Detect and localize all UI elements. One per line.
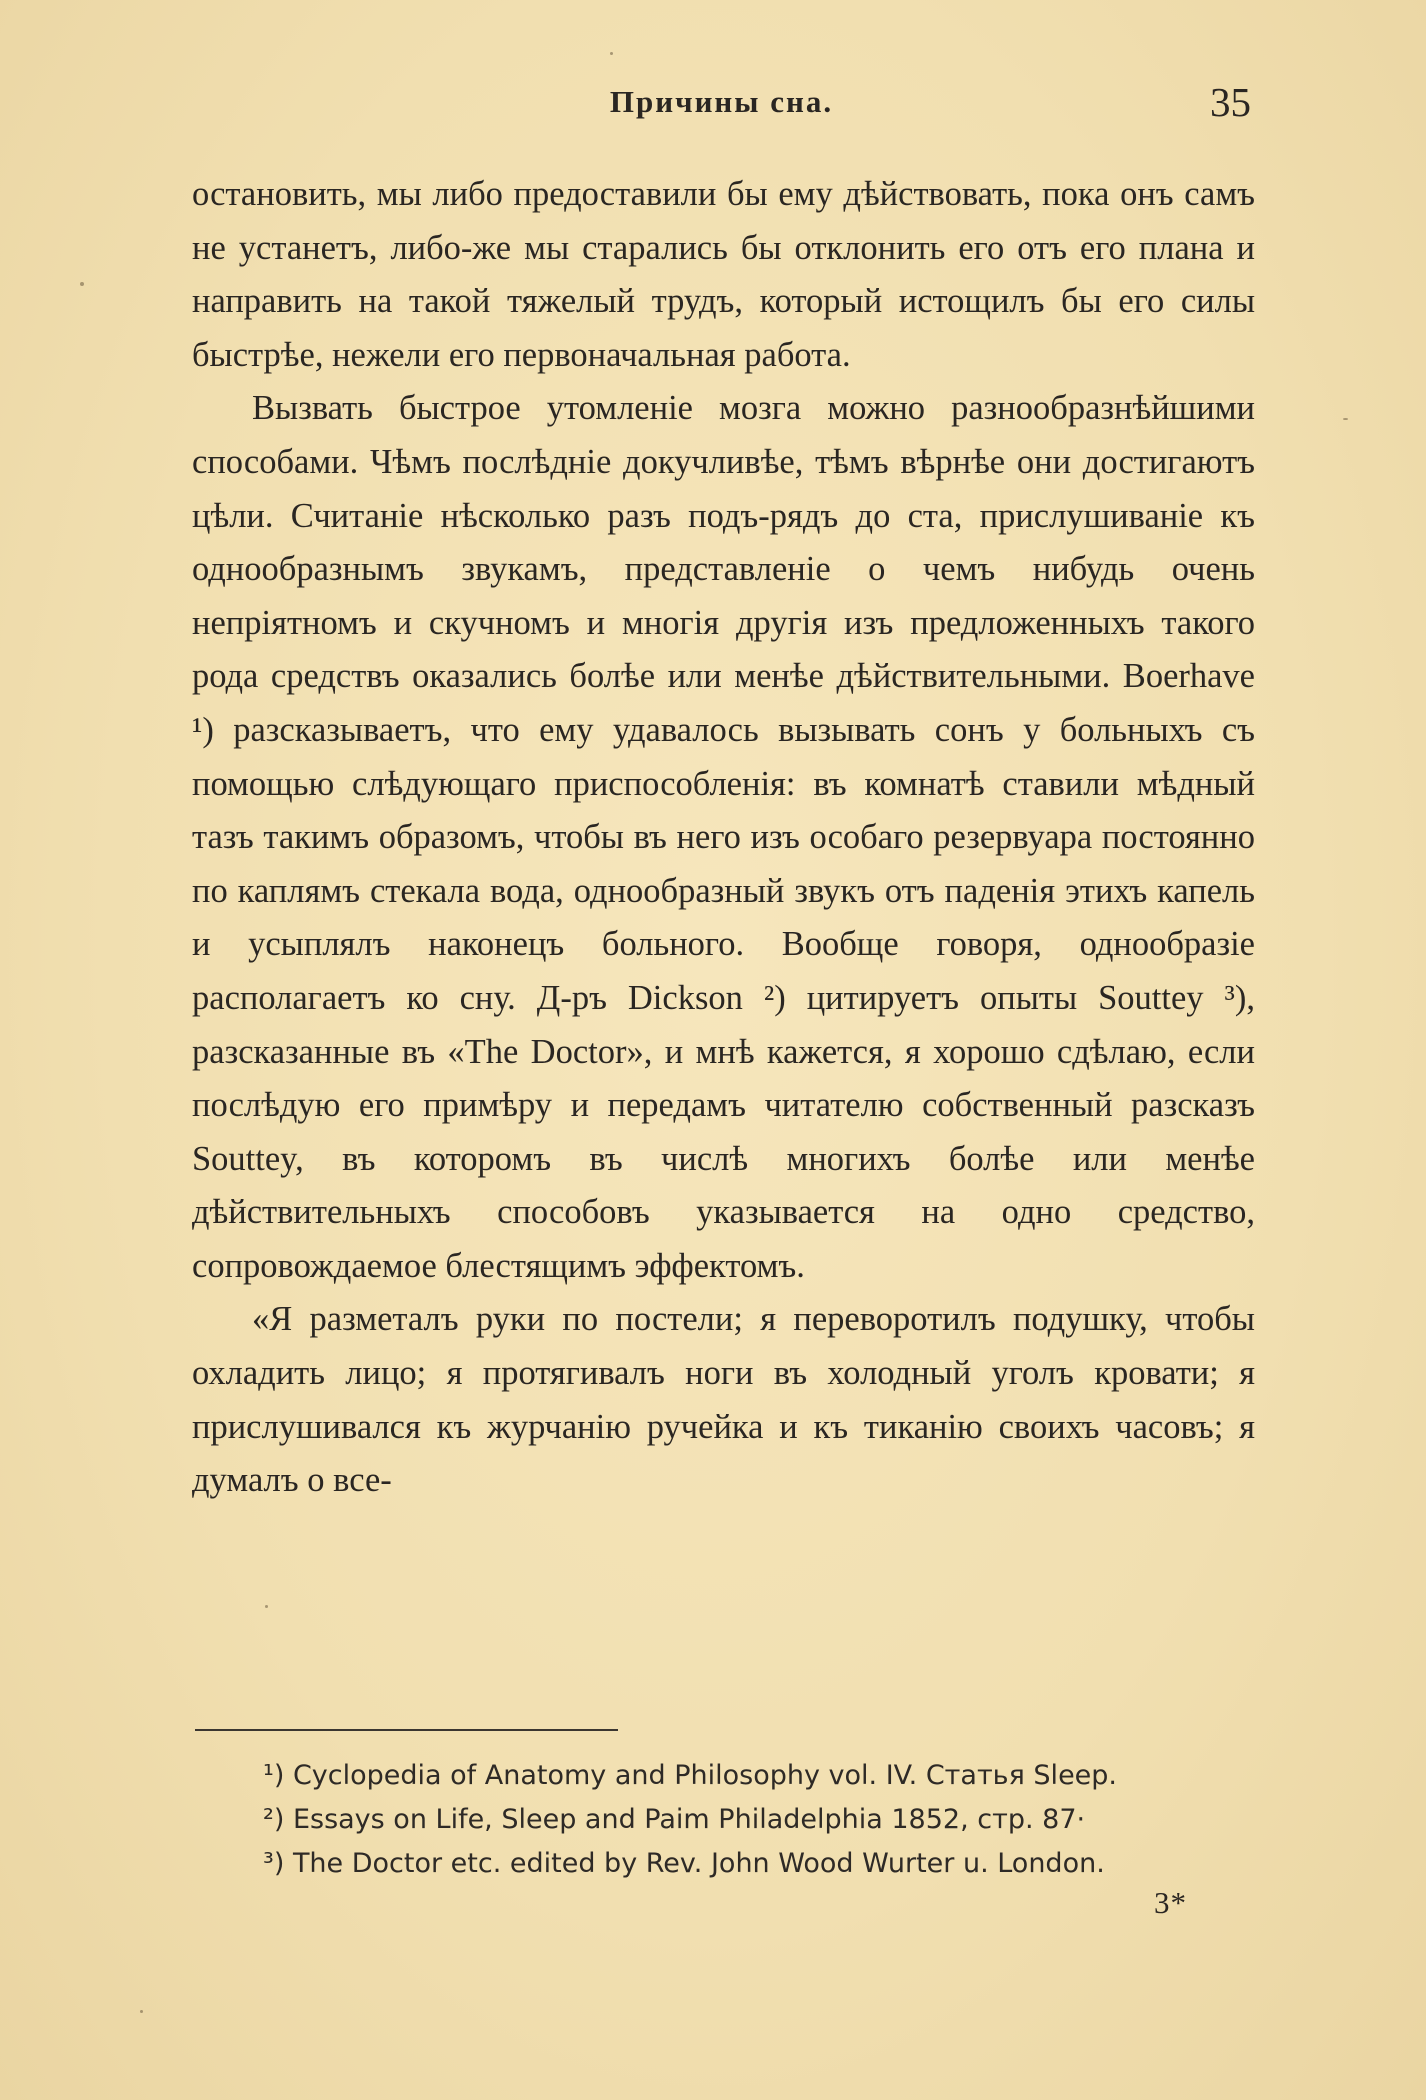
- footnote-divider: [195, 1729, 618, 1731]
- footnote: ²) Essays on Life, Sleep and Paim Philadelphia 1852, стр. 87·: [263, 1804, 1086, 1835]
- paper-speck: [140, 2010, 143, 2013]
- footnotes: [263, 1754, 1263, 1886]
- paper-speck: [610, 52, 613, 55]
- paper-speck: [265, 1605, 268, 1608]
- paragraph: «Я разметалъ руки по постели; я переворотилъ подушку, чтобы охладить лицо; я протягивалъ ноги въ холодный уголъ кровати; я прислушивался къ журчанію ручейка и къ тиканію своихъ часовъ; я думалъ о все-: [192, 1300, 1255, 1500]
- body-text: [192, 168, 1255, 1508]
- paper-speck: [1343, 418, 1348, 420]
- footnote: ¹) Cyclopedia of Anatomy and Philosophy vol. IV. Статья Sleep.: [263, 1760, 1118, 1791]
- footnote: ³) The Doctor etc. edited by Rev. John Wood Wurter u. London.: [263, 1848, 1105, 1879]
- paragraph: остановить, мы либо предоставили бы ему дѣйствовать, пока онъ самъ не устанетъ, либо-же мы старались бы отклонить его отъ его плана и направить на такой тяжелый трудъ, который истощилъ бы его силы быстрѣе, нежели его первоначальная работа.: [192, 175, 1255, 374]
- page-number: 35: [1210, 79, 1251, 125]
- page-header: [192, 78, 1251, 128]
- signature-mark: 3*: [1154, 1885, 1187, 1920]
- running-head: Причины сна.: [609, 84, 834, 119]
- paragraph: Вызвать быстрое утомленіе мозга можно разнообразнѣйшими способами. Чѣмъ послѣдніе докучливѣе, тѣмъ вѣрнѣе они достигаютъ цѣли. Считаніе нѣсколько разъ подъ-рядъ до ста, прислушиваніе къ однообразнымъ звукамъ, представленіе о чемъ нибудь очень непріятномъ и скучномъ и многія другія изъ предложенныхъ такого рода средствъ оказались болѣе или менѣе дѣйствительными. Boerhave ¹) разсказываетъ, что ему удавалось вызывать сонъ у больныхъ съ помощью слѣдующаго приспособленія: въ комнатѣ ставили мѣдный тазъ такимъ образомъ, чтобы въ него изъ особаго резервуара постоянно по каплямъ стекала вода, однообразный звукъ отъ паденія этихъ капель и усыплялъ наконецъ больного. Вообще говоря, однообразіе располагаетъ ко сну. Д-ръ Dickson ²) цитируетъ опыты Souttey ³), разсказанные въ «The Doctor», и мнѣ кажется, я хорошо сдѣлаю, если послѣдую его примѣру и передамъ читателю собственный разсказъ Souttey, въ которомъ въ числѣ многихъ болѣе или менѣе дѣйствительныхъ способовъ указывается на одно средство, сопровождаемое блестящимъ эффектомъ.: [192, 389, 1255, 1285]
- paper-speck: [80, 282, 84, 286]
